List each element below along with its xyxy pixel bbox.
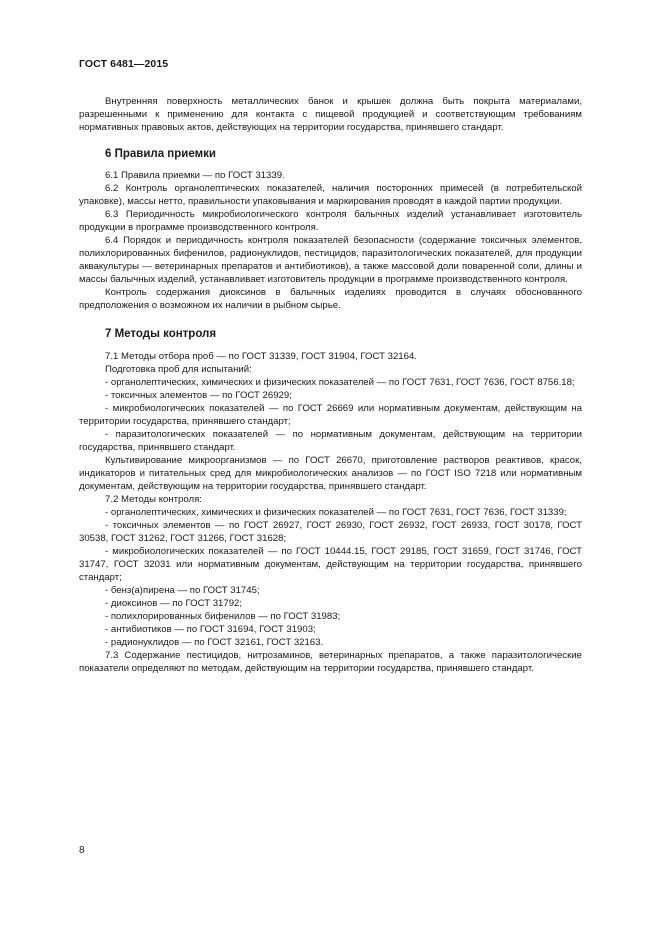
paragraph-7-3: 7.3 Содержание пестицидов, нитрозаминов, ветеринарных препаратов, а также паразитологические показатели определяют по методам, действующим на территории государства, принявшего стандарт. <box>79 650 582 674</box>
list-item: - полихлорированных бифенилов — по ГОСТ 31983; <box>105 611 341 622</box>
paragraph-7-2: 7.2 Методы контроля: <box>105 494 202 505</box>
list-item: - органолептических, химических и физических показателей — по ГОСТ 7631, ГОСТ 7636, ГОСТ 8756.18; <box>105 377 575 388</box>
list-item: - антибиотиков — по ГОСТ 31694, ГОСТ 31903; <box>105 624 316 635</box>
list-item: - токсичных элементов — по ГОСТ 26927, ГОСТ 26930, ГОСТ 26932, ГОСТ 26933, ГОСТ 30178, ГОСТ 30538, ГОСТ 31262, ГОСТ 31266, ГОСТ 31628; <box>79 520 582 544</box>
paragraph-6-1: 6.1 Правила приемки — по ГОСТ 31339. <box>105 170 285 181</box>
paragraph-6-4: 6.4 Порядок и периодичность контроля показателей безопасности (содержание токсичных элементов, полихлорированных бифенилов, радионуклидов, пестицидов, паразитологических показателей, для продукции аквакультуры — ветеринарных препаратов и антибиотиков), а также массовой доли поваренной соли, длины и массы балычных изделий, устанавливает изготовитель продукции в программе производственного контроля. <box>79 235 582 285</box>
document-header: ГОСТ 6481—2015 <box>79 58 169 70</box>
list-item: - паразитологических показателей — по нормативным документам, действующим на территории государства, принявшего стандарт. <box>79 429 582 453</box>
list-item: - микробиологических показателей — по ГОСТ 26669 или нормативным документам, действующим на территории государства, принявшего стандарт; <box>79 403 582 427</box>
section-7-title: 7 Методы контроля <box>105 328 217 340</box>
paragraph-sample-preparation: Подготовка проб для испытаний: <box>105 364 252 375</box>
intro-paragraph: Внутренняя поверхность металлических банок и крышек должна быть покрыта материалами, разрешенными к применению для контакта с пищевой продукцией и соответствующим требованиям нормативных правовых актов, действующих на территории государства, принявшего стандарт. <box>79 96 582 133</box>
list-item: - диоксинов — по ГОСТ 31792; <box>105 598 243 609</box>
paragraph-cultivation: Культивирование микроорганизмов — по ГОСТ 26670, приготовление растворов реактивов, красок, индикаторов и питательных сред для микробиологических анализов — по ГОСТ ISO 7218 или нормативным документам, действующим на территории государства, принявшего стандарт. <box>79 455 582 492</box>
paragraph-dioxin-control: Контроль содержания диоксинов в балычных изделиях проводится в случаях обоснованного предположения о возможном их наличии в рыбном сырье. <box>79 287 582 311</box>
paragraph-6-2: 6.2 Контроль органолептических показателей, наличия посторонних примесей (в потребительской упаковке), массы нетто, правильности упаковывания и маркирования проводят в каждой партии продукции. <box>79 183 582 207</box>
page-number: 8 <box>79 845 85 856</box>
list-item: - органолептических, химических и физических показателей — по ГОСТ 7631, ГОСТ 7636, ГОСТ 31339; <box>105 507 567 518</box>
list-item: - радионуклидов — по ГОСТ 32161, ГОСТ 32163. <box>105 637 324 648</box>
list-item: - токсичных элементов — по ГОСТ 26929; <box>105 390 292 401</box>
list-item: - микробиологических показателей — по ГОСТ 10444.15, ГОСТ 29185, ГОСТ 31659, ГОСТ 31746, ГОСТ 31747, ГОСТ 32031 или нормативным документам, действующим на территории государства, принявшего стандарт; <box>79 546 582 583</box>
paragraph-6-3: 6.3 Периодичность микробиологического контроля балычных изделий устанавливает изготовитель продукции в программе производственного контроля. <box>79 209 582 233</box>
list-item: - бенз(а)пирена — по ГОСТ 31745; <box>105 585 260 596</box>
document-body <box>79 95 582 675</box>
section-6-title: 6 Правила приемки <box>105 148 216 160</box>
paragraph-7-1: 7.1 Методы отбора проб — по ГОСТ 31339, ГОСТ 31904, ГОСТ 32164. <box>105 351 417 362</box>
